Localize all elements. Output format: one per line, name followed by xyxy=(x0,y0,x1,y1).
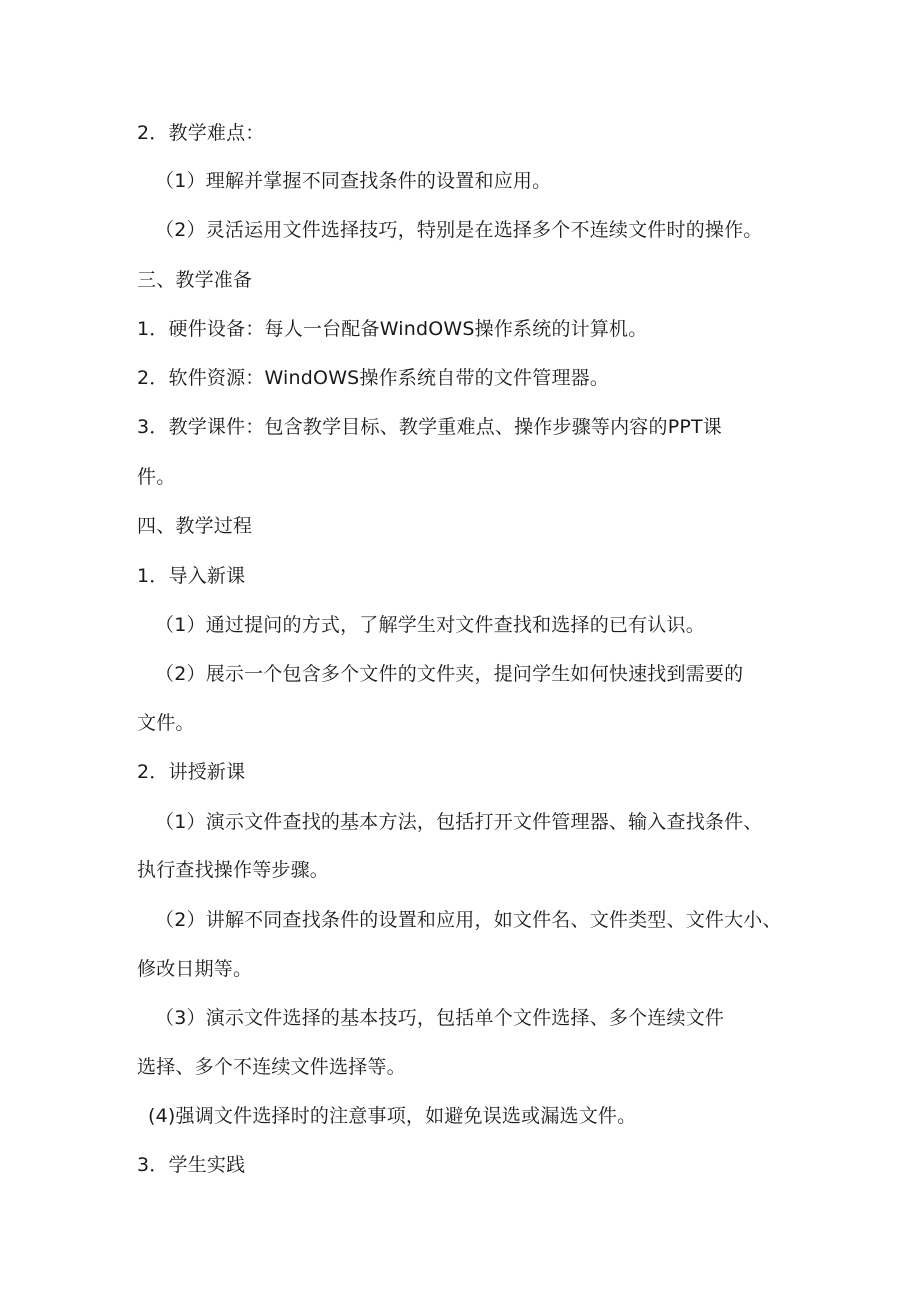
preparation-item-courseware-line-1: 3．教学课件：包含教学目标、教学重难点、操作步骤等内容的PPT课 xyxy=(137,416,723,438)
preparation-item-courseware-line-2: 件。 xyxy=(137,466,176,488)
preparation-item-software: 2．软件资源：WindOWS操作系统自带的文件管理器。 xyxy=(137,367,610,389)
teaching-item-3-line-1: （3）演示文件选择的基本技巧，包括单个文件选择、多个连续文件 xyxy=(155,1007,725,1029)
teaching-item-4: (4)强调文件选择时的注意事项，如避免误选或漏选文件。 xyxy=(148,1105,637,1127)
difficulty-item-2: （2）灵活运用文件选择技巧，特别是在选择多个不连续文件时的操作。 xyxy=(155,219,763,241)
intro-item-1: （1）通过提问的方式，了解学生对文件查找和选择的已有认识。 xyxy=(155,614,705,636)
intro-item-2-line-2: 文件。 xyxy=(137,712,195,734)
section-heading-teaching-process: 四、教学过程 xyxy=(137,515,253,537)
preparation-item-hardware: 1．硬件设备：每人一台配备WindOWS操作系统的计算机。 xyxy=(137,318,648,340)
teaching-item-1-line-2: 执行查找操作等步骤。 xyxy=(137,859,330,881)
difficulty-item-1: （1）理解并掌握不同查找条件的设置和应用。 xyxy=(155,170,552,192)
teaching-item-3-line-2: 选择、多个不连续文件选择等。 xyxy=(137,1056,406,1078)
process-heading-teaching-new: 2．讲授新课 xyxy=(137,761,246,783)
heading-teaching-difficulties: 2．教学难点： xyxy=(137,122,265,144)
intro-item-2-line-1: （2）展示一个包含多个文件的文件夹，提问学生如何快速找到需要的 xyxy=(155,663,744,685)
process-heading-student-practice: 3．学生实践 xyxy=(137,1154,246,1176)
teaching-item-1-line-1: （1）演示文件查找的基本方法，包括打开文件管理器、输入查找条件、 xyxy=(155,811,763,833)
section-heading-teaching-preparation: 三、教学准备 xyxy=(137,269,253,291)
teaching-item-2-line-1: （2）讲解不同查找条件的设置和应用，如文件名、文件类型、文件大小、 xyxy=(155,909,782,931)
teaching-item-2-line-2: 修改日期等。 xyxy=(137,958,253,980)
process-heading-intro: 1．导入新课 xyxy=(137,565,246,587)
